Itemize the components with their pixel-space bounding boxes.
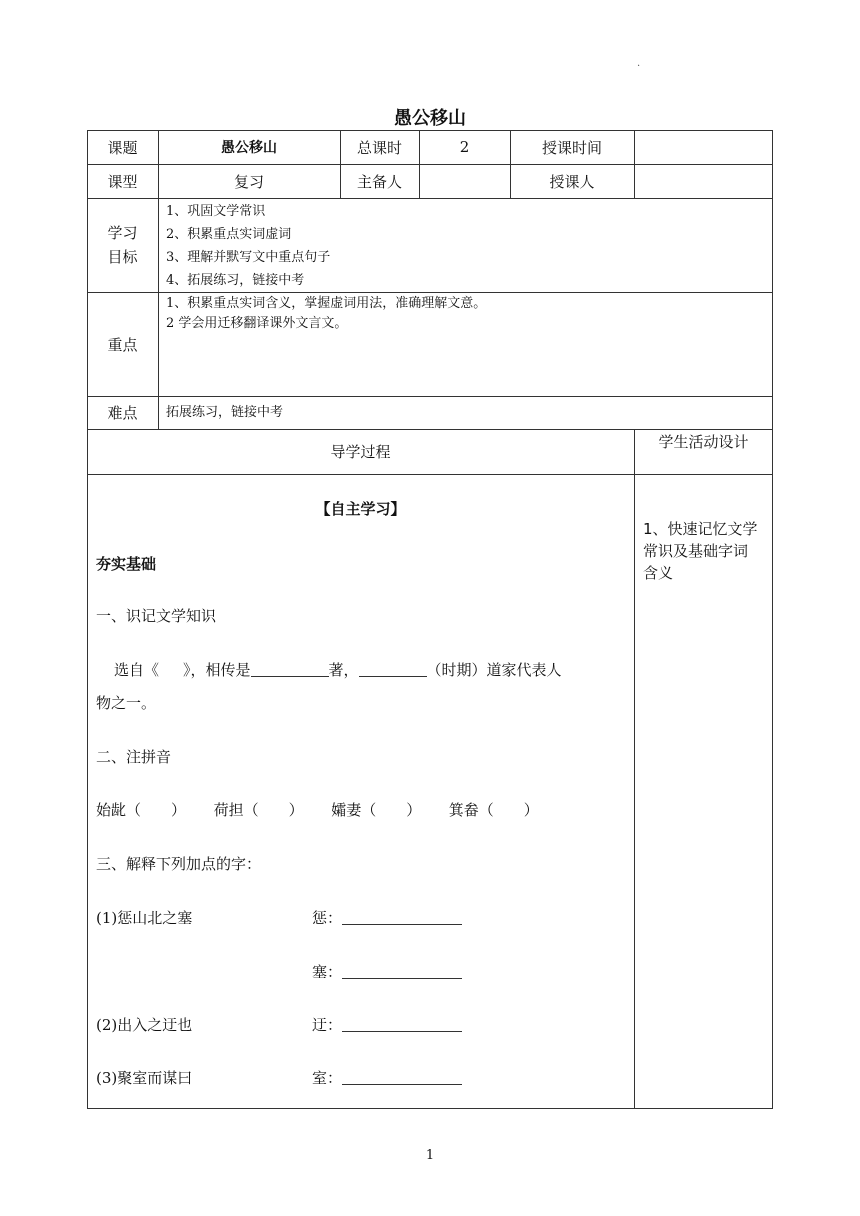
explain-char: 迂： xyxy=(312,1016,343,1034)
page-number: 1 xyxy=(425,1148,435,1163)
key-point-item: 2 学会用迁移翻译课外文言文。 xyxy=(166,316,348,331)
class-time-value xyxy=(634,130,773,164)
goal-item: 4、拓展练习，链接中考 xyxy=(166,273,305,288)
page-mark: . xyxy=(637,58,641,69)
question-1-line xyxy=(114,659,562,680)
question-1-title: 一、识记文学知识 xyxy=(96,607,217,625)
row-divider xyxy=(87,474,773,475)
explain-char: 塞： xyxy=(312,963,343,981)
basics-subheading: 夯实基础 xyxy=(96,555,157,573)
activity-note-line: 常识及基础字词 xyxy=(643,542,749,560)
goal-item: 1、巩固文学常识 xyxy=(166,204,266,219)
question-2-title: 二、注拼音 xyxy=(96,748,172,766)
question-1-line-cont: 物之一。 xyxy=(96,694,157,712)
pinyin-word: 箕畚（ xyxy=(448,801,494,819)
pinyin-item[interactable] xyxy=(214,801,304,819)
activity-header: 学生活动设计 xyxy=(658,433,749,451)
activity-note xyxy=(643,518,771,584)
pinyin-close: ） xyxy=(406,801,422,819)
explain-char: 室： xyxy=(312,1069,343,1087)
label-key-points: 重点 xyxy=(107,335,138,354)
pinyin-close: ） xyxy=(288,801,304,819)
total-hours-value: 2 xyxy=(459,138,470,156)
pinyin-item[interactable] xyxy=(449,801,539,819)
col-divider xyxy=(634,429,635,1109)
answer-blank[interactable] xyxy=(342,1016,462,1032)
teacher-value xyxy=(634,164,773,198)
pinyin-row xyxy=(96,799,539,820)
explain-answer[interactable] xyxy=(312,907,462,928)
document-title: 愚公移山 xyxy=(394,108,466,129)
answer-blank[interactable] xyxy=(342,963,462,979)
explain-sentence: (2)出入之迂也 xyxy=(96,1016,193,1034)
goal-item: 2、积累重点实词虚词 xyxy=(166,227,292,242)
label-teacher: 授课人 xyxy=(549,172,595,191)
q1-text-b: 》，相传是 xyxy=(183,661,251,679)
label-difficulty: 难点 xyxy=(107,404,138,422)
label-goals-line-2: 目标 xyxy=(107,248,138,266)
label-topic: 课题 xyxy=(107,138,138,157)
explain-sentence: (3)聚室而谋曰 xyxy=(96,1069,193,1087)
answer-blank[interactable] xyxy=(342,1069,462,1085)
pinyin-close: ） xyxy=(523,801,539,819)
lesson-type-value: 复习 xyxy=(233,172,264,191)
explain-answer[interactable] xyxy=(312,1014,462,1035)
label-goals xyxy=(87,198,158,292)
key-point-item: 1、积累重点实词含义，掌握虚词用法，准确理解文意。 xyxy=(166,296,487,311)
goal-item: 3、理解并默写文中重点句子 xyxy=(166,250,331,265)
explain-answer[interactable] xyxy=(312,1067,462,1088)
q1-text-d: （时期）道家代表人 xyxy=(426,661,562,679)
pinyin-word: 孀妻（ xyxy=(331,801,377,819)
pinyin-word: 荷担（ xyxy=(213,801,259,819)
goals-list xyxy=(166,200,626,292)
explain-sentence: (1)惩山北之塞 xyxy=(96,909,193,927)
label-total-hours: 总课时 xyxy=(356,138,402,157)
label-lesson-type: 课型 xyxy=(107,172,138,191)
process-header: 导学过程 xyxy=(330,443,391,461)
period-blank[interactable] xyxy=(359,661,427,677)
preparer-value xyxy=(419,164,510,198)
pinyin-item[interactable] xyxy=(331,801,421,819)
activity-note-line: 1、快速记忆文学 xyxy=(643,520,758,538)
topic-value: 愚公移山 xyxy=(221,140,277,156)
difficulty-value: 拓展练习，链接中考 xyxy=(166,405,284,420)
key-points-list xyxy=(166,294,766,334)
blank[interactable] xyxy=(159,662,183,677)
self-study-heading: 【自主学习】 xyxy=(315,500,406,518)
explain-answer[interactable] xyxy=(312,961,462,982)
explain-char: 惩： xyxy=(312,909,343,927)
q1-text-a: 选自《 xyxy=(114,661,160,679)
label-preparer: 主备人 xyxy=(356,172,402,191)
question-3-title: 三、解释下列加点的字： xyxy=(96,855,262,873)
label-class-time: 授课时间 xyxy=(541,138,602,157)
pinyin-word: 始龀（ xyxy=(96,801,142,819)
label-goals-line-1: 学习 xyxy=(107,224,138,242)
author-blank[interactable] xyxy=(251,661,329,677)
pinyin-close: ） xyxy=(171,801,187,819)
activity-note-line: 含义 xyxy=(643,564,674,582)
row-divider xyxy=(87,292,773,293)
row-divider xyxy=(87,198,773,199)
answer-blank[interactable] xyxy=(342,909,462,925)
q1-text-c: 著， xyxy=(328,661,359,679)
pinyin-item[interactable] xyxy=(96,801,186,819)
